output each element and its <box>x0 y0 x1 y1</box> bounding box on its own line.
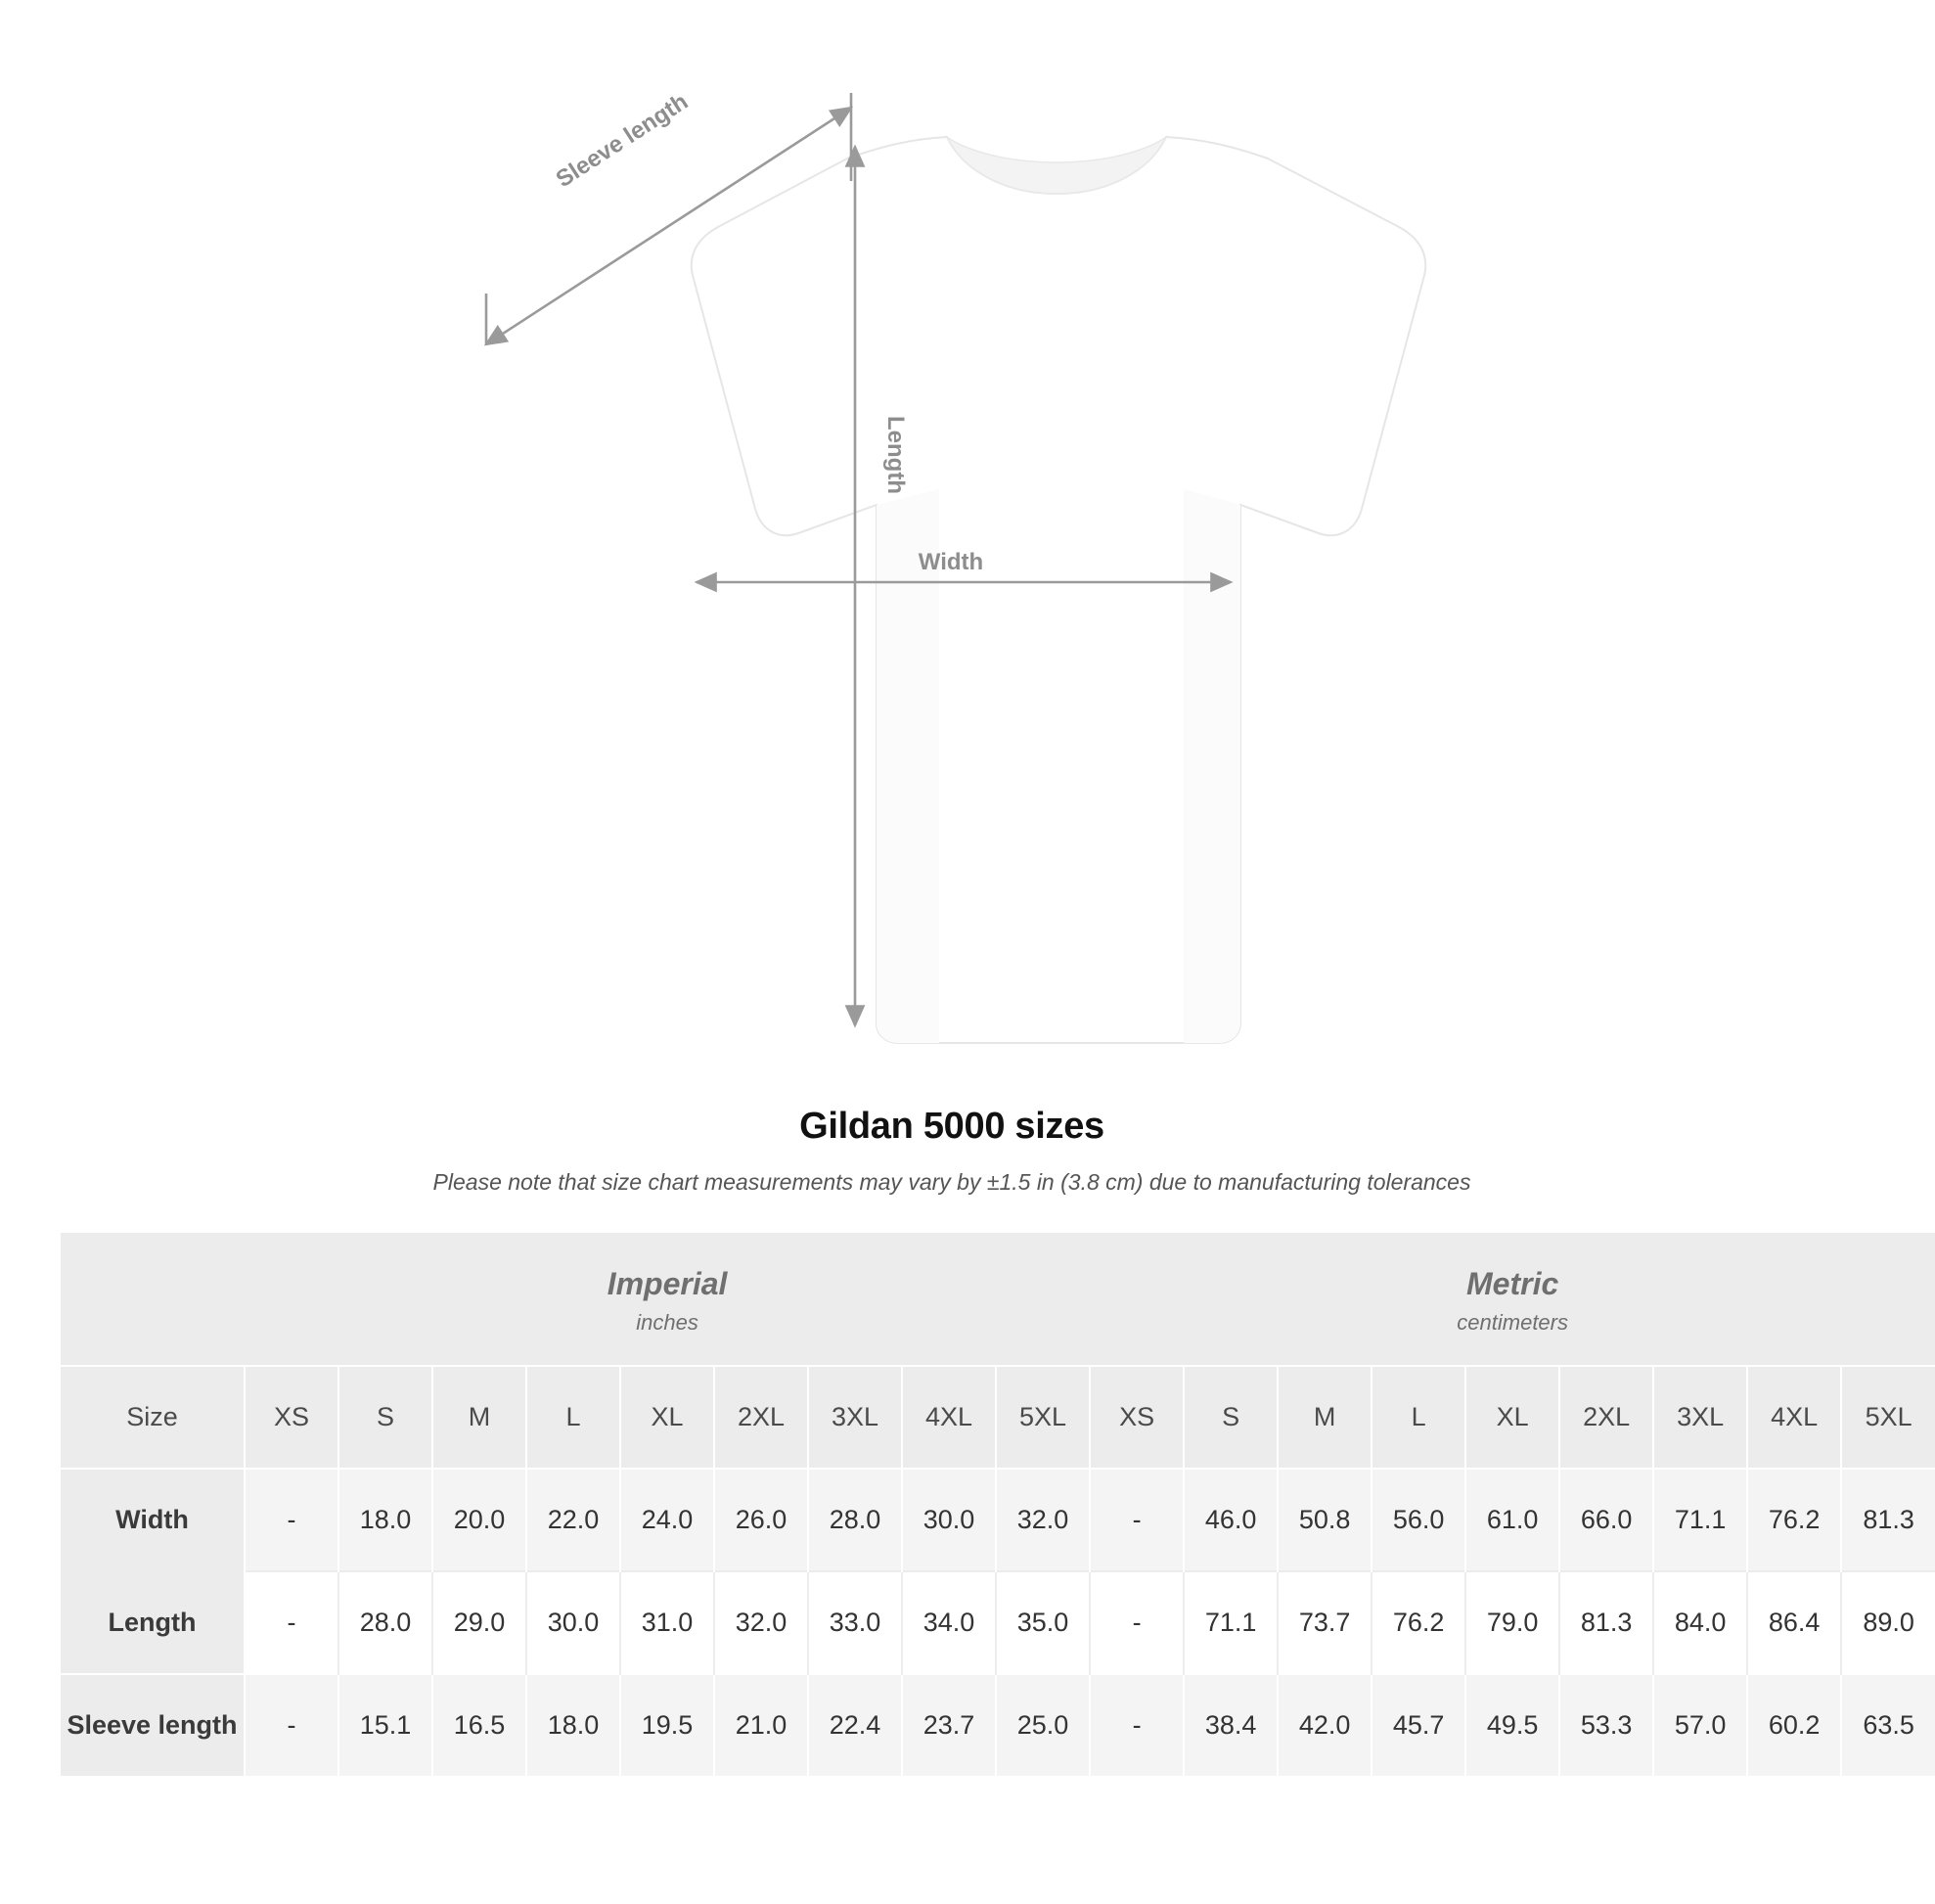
header-imperial-l: L <box>526 1366 620 1469</box>
cell-sleeve-imp-xl: 19.5 <box>620 1674 714 1776</box>
size-table-wrapper <box>61 1233 1914 1776</box>
cell-width-imp-5xl: 32.0 <box>996 1469 1090 1571</box>
cell-sleeve-imp-4xl: 23.7 <box>902 1674 996 1776</box>
cell-length-imp-s: 28.0 <box>338 1571 432 1674</box>
cell-sleeve-met-5xl: 63.5 <box>1841 1674 1935 1776</box>
cell-length-met-xs: - <box>1090 1571 1184 1674</box>
header-imperial-xs: XS <box>245 1366 338 1469</box>
cell-length-met-l: 76.2 <box>1372 1571 1465 1674</box>
cell-length-met-3xl: 84.0 <box>1653 1571 1747 1674</box>
header-imperial-s: S <box>338 1366 432 1469</box>
cell-sleeve-met-2xl: 53.3 <box>1559 1674 1653 1776</box>
cell-sleeve-imp-5xl: 25.0 <box>996 1674 1090 1776</box>
cell-sleeve-imp-l: 18.0 <box>526 1674 620 1776</box>
header-metric-2xl: 2XL <box>1559 1366 1653 1469</box>
unit-header-row <box>61 1233 1935 1366</box>
cell-sleeve-imp-3xl: 22.4 <box>808 1674 902 1776</box>
header-imperial-5xl: 5XL <box>996 1366 1090 1469</box>
width-label: Width <box>918 549 984 575</box>
table-row <box>61 1469 1935 1571</box>
unit-metric <box>1090 1233 1935 1366</box>
unit-spacer <box>61 1233 245 1366</box>
cell-width-imp-2xl: 26.0 <box>714 1469 808 1571</box>
cell-length-imp-3xl: 33.0 <box>808 1571 902 1674</box>
cell-width-imp-m: 20.0 <box>432 1469 526 1571</box>
row-label-width: Width <box>61 1469 245 1571</box>
header-metric-l: L <box>1372 1366 1465 1469</box>
header-metric-m: M <box>1278 1366 1372 1469</box>
cell-length-imp-xl: 31.0 <box>620 1571 714 1674</box>
unit-imperial <box>245 1233 1090 1366</box>
cell-sleeve-met-m: 42.0 <box>1278 1674 1372 1776</box>
header-metric-xs: XS <box>1090 1366 1184 1469</box>
cell-length-imp-4xl: 34.0 <box>902 1571 996 1674</box>
cell-length-met-xl: 79.0 <box>1465 1571 1559 1674</box>
cell-sleeve-imp-m: 16.5 <box>432 1674 526 1776</box>
cell-length-met-2xl: 81.3 <box>1559 1571 1653 1674</box>
size-table <box>61 1233 1935 1776</box>
header-metric-3xl: 3XL <box>1653 1366 1747 1469</box>
cell-sleeve-met-s: 38.4 <box>1184 1674 1278 1776</box>
cell-length-imp-5xl: 35.0 <box>996 1571 1090 1674</box>
unit-metric-name: Metric <box>1466 1266 1559 1301</box>
unit-imperial-name: Imperial <box>607 1266 728 1301</box>
header-imperial-3xl: 3XL <box>808 1366 902 1469</box>
cell-width-imp-l: 22.0 <box>526 1469 620 1571</box>
cell-width-met-xl: 61.0 <box>1465 1469 1559 1571</box>
cell-sleeve-imp-2xl: 21.0 <box>714 1674 808 1776</box>
cell-width-met-m: 50.8 <box>1278 1469 1372 1571</box>
row-label-length: Length <box>61 1571 245 1674</box>
size-header-row <box>61 1366 1935 1469</box>
table-row <box>61 1571 1935 1674</box>
header-imperial-xl: XL <box>620 1366 714 1469</box>
header-metric-5xl: 5XL <box>1841 1366 1935 1469</box>
cell-length-met-5xl: 89.0 <box>1841 1571 1935 1674</box>
cell-width-met-s: 46.0 <box>1184 1469 1278 1571</box>
table-row <box>61 1674 1935 1776</box>
cell-sleeve-met-3xl: 57.0 <box>1653 1674 1747 1776</box>
cell-width-met-3xl: 71.1 <box>1653 1469 1747 1571</box>
cell-sleeve-imp-xs: - <box>245 1674 338 1776</box>
cell-sleeve-met-4xl: 60.2 <box>1747 1674 1841 1776</box>
row-label-sleeve-length: Sleeve length <box>61 1674 245 1776</box>
cell-sleeve-imp-s: 15.1 <box>338 1674 432 1776</box>
cell-sleeve-met-xl: 49.5 <box>1465 1674 1559 1776</box>
unit-imperial-sub: inches <box>636 1310 698 1335</box>
header-imperial-m: M <box>432 1366 526 1469</box>
header-imperial-4xl: 4XL <box>902 1366 996 1469</box>
cell-length-met-m: 73.7 <box>1278 1571 1372 1674</box>
cell-width-imp-4xl: 30.0 <box>902 1469 996 1571</box>
header-metric-4xl: 4XL <box>1747 1366 1841 1469</box>
cell-width-met-5xl: 81.3 <box>1841 1469 1935 1571</box>
measurement-note: Please note that size chart measurements may vary by ±1.5 in (3.8 cm) due to manufacturing tolerances <box>432 1169 1471 1195</box>
cell-length-met-s: 71.1 <box>1184 1571 1278 1674</box>
title-block <box>0 1106 1904 1196</box>
cell-length-met-4xl: 86.4 <box>1747 1571 1841 1674</box>
cell-length-imp-2xl: 32.0 <box>714 1571 808 1674</box>
cell-width-met-xs: - <box>1090 1469 1184 1571</box>
cell-width-met-l: 56.0 <box>1372 1469 1465 1571</box>
cell-length-imp-xs: - <box>245 1571 338 1674</box>
cell-sleeve-met-l: 45.7 <box>1372 1674 1465 1776</box>
cell-length-imp-l: 30.0 <box>526 1571 620 1674</box>
cell-width-imp-s: 18.0 <box>338 1469 432 1571</box>
cell-width-imp-3xl: 28.0 <box>808 1469 902 1571</box>
cell-sleeve-met-xs: - <box>1090 1674 1184 1776</box>
sleeve-length-label: Sleeve length <box>551 88 694 194</box>
cell-width-met-4xl: 76.2 <box>1747 1469 1841 1571</box>
length-label: Length <box>882 416 909 494</box>
unit-metric-sub: centimeters <box>1457 1310 1568 1335</box>
cell-width-imp-xs: - <box>245 1469 338 1571</box>
page-title: Gildan 5000 sizes <box>799 1106 1104 1147</box>
cell-width-met-2xl: 66.0 <box>1559 1469 1653 1571</box>
header-imperial-2xl: 2XL <box>714 1366 808 1469</box>
header-metric-xl: XL <box>1465 1366 1559 1469</box>
tshirt-shape <box>692 137 1425 1043</box>
cell-length-imp-m: 29.0 <box>432 1571 526 1674</box>
header-size: Size <box>61 1366 245 1469</box>
cell-width-imp-xl: 24.0 <box>620 1469 714 1571</box>
header-metric-s: S <box>1184 1366 1278 1469</box>
